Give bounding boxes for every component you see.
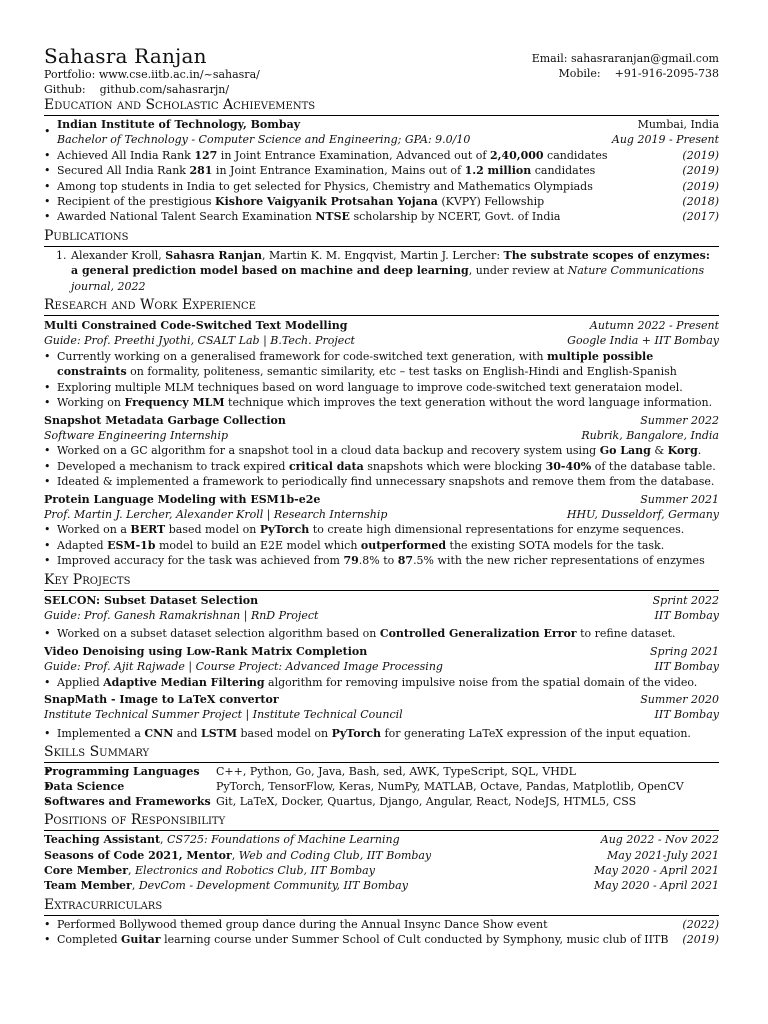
education-entry bbox=[44, 117, 719, 148]
portfolio-link[interactable]: www.cse.iitb.ac.in/~sahasra/ bbox=[98, 68, 260, 81]
position-date: May 2021-July 2021 bbox=[607, 848, 719, 862]
section-heading-publications: Publications bbox=[44, 228, 719, 247]
skill-values: PyTorch, TensorFlow, Keras, NumPy, MATLAB, Octave, Pandas, Matplotlib, OpenCV bbox=[216, 780, 684, 794]
publication-item bbox=[44, 248, 719, 294]
project-title: SELCON: Subset Dataset Selection bbox=[44, 593, 259, 607]
project-subtitle: Guide: Prof. Ganesh Ramakrishnan | RnD Project bbox=[44, 608, 319, 622]
project-place: IIT Bombay bbox=[654, 708, 719, 722]
project-item bbox=[44, 692, 719, 741]
section-heading-research: Research and Work Experience bbox=[44, 297, 719, 316]
achievement-highlight: NTSE bbox=[315, 210, 350, 224]
list-item: • Worked on a BERT based model on PyTorch to create high dimensional representations for enzyme sequences. bbox=[44, 522, 719, 537]
publication-authors-rest: , Martin K. M. Engqvist, Martin J. Lercher: bbox=[262, 248, 504, 262]
table-row bbox=[44, 794, 684, 809]
skill-values: C++, Python, Go, Java, Bash, sed, AWK, TypeScript, SQL, VHDL bbox=[216, 765, 576, 779]
list-item bbox=[44, 878, 719, 893]
achievement-year: (2019) bbox=[682, 148, 719, 162]
research-place: Google India + IIT Bombay bbox=[567, 334, 719, 348]
section-heading-skills: Skills Summary bbox=[44, 744, 719, 763]
github-label: Github: bbox=[44, 82, 86, 96]
skill-category: • Softwares and Frameworks bbox=[44, 794, 216, 809]
publication-authors: Alexander Kroll, bbox=[71, 248, 166, 262]
research-subtitle: Guide: Prof. Preethi Jyothi, CSALT Lab | B.Tech. Project bbox=[44, 334, 355, 348]
position-text: Seasons of Code 2021, Mentor, Web and Coding Club, IIT Bombay bbox=[44, 848, 432, 862]
project-item bbox=[44, 593, 719, 642]
position-text: Team Member, DevCom - Development Community, IIT Bombay bbox=[44, 879, 408, 893]
extracurricular-text: • Performed Bollywood themed group dance during the Annual Insync Dance Show event bbox=[57, 917, 548, 931]
list-item: • Applied Adaptive Median Filtering algorithm for removing impulsive noise from the spatial domain of the video. bbox=[44, 675, 719, 690]
list-item bbox=[44, 863, 719, 878]
achievement-text: • Recipient of the prestigious Kishore Vaigyanik Protsahan Yojana (KVPY) Fellowship bbox=[57, 195, 545, 209]
research-subtitle: Prof. Martin J. Lercher, Alexander Kroll | Research Internship bbox=[44, 507, 388, 521]
research-title: Protein Language Modeling with ESM1b-e2e bbox=[44, 492, 321, 506]
project-item bbox=[44, 644, 719, 690]
achievement-text: • Achieved All India Rank 127 in Joint Entrance Examination, Advanced out of 2,40,000 candidates bbox=[57, 148, 608, 162]
skill-category: • Programming Languages bbox=[44, 764, 216, 779]
project-subtitle: Institute Technical Summer Project | Institute Technical Council bbox=[44, 708, 403, 722]
skills-table bbox=[44, 764, 684, 809]
project-title: SnapMath - Image to LaTeX convertor bbox=[44, 693, 279, 706]
list-item: • Worked on a subset dataset selection algorithm based on Controlled Generalization Error to refine dataset. bbox=[44, 626, 719, 641]
email-label: Email: bbox=[531, 52, 568, 65]
achievement-text: • Secured All India Rank 281 in Joint Entrance Examination, Mains out of 1.2 million candidates bbox=[57, 164, 596, 178]
project-date: Sprint 2022 bbox=[652, 593, 719, 607]
research-item bbox=[44, 492, 719, 569]
achievement-year: (2017) bbox=[682, 210, 719, 224]
achievement-text: • Awarded National Talent Search Examination NTSE scholarship by NCERT, Govt. of India bbox=[57, 210, 561, 224]
list-item: • Exploring multiple MLM techniques based on word language to improve code-switched text generataion model. bbox=[44, 380, 719, 395]
section-heading-education: Education and Scholastic Achievements bbox=[44, 97, 719, 116]
skill-category: • Data Science bbox=[44, 779, 216, 794]
position-org: DevCom - Development Community, IIT Bombay bbox=[138, 879, 408, 893]
list-item: • Working on Frequency MLM technique which improves the text generation without the word language information. bbox=[44, 395, 719, 410]
github-link[interactable]: github.com/sahasrarjn/ bbox=[99, 82, 230, 96]
publication-title: The substrate scopes of enzymes: a general prediction model based on machine and deep learning bbox=[71, 248, 710, 278]
list-item bbox=[44, 932, 719, 947]
research-place: HHU, Dusseldorf, Germany bbox=[566, 507, 719, 521]
position-role: Seasons of Code 2021, Mentor bbox=[44, 848, 232, 862]
resume-page bbox=[44, 44, 719, 948]
publication-venue: Nature Communications journal, 2022 bbox=[71, 264, 705, 293]
research-date: Summer 2022 bbox=[640, 413, 719, 427]
list-item: • Adapted ESM-1b model to build an E2E model which outperformed the existing SOTA models for the task. bbox=[44, 538, 719, 553]
position-role: Team Member bbox=[44, 879, 132, 893]
publication-author-self: Sahasra Ranjan bbox=[165, 248, 263, 262]
position-role: Teaching Assistant bbox=[44, 833, 161, 847]
list-item bbox=[44, 194, 719, 209]
project-place: IIT Bombay bbox=[654, 660, 719, 674]
list-item: • Ideated & implemented a framework to periodically find unnecessary snapshots and remove them from the database. bbox=[44, 474, 719, 489]
project-subtitle: Guide: Prof. Ajit Rajwade | Course Project: Advanced Image Processing bbox=[44, 660, 443, 674]
list-item: • Worked on a GC algorithm for a snapshot tool in a cloud data backup and recovery system using Go Lang & Korg. bbox=[44, 443, 719, 458]
achievement-highlight: 2,40,000 bbox=[489, 148, 544, 162]
position-role: Core Member bbox=[44, 864, 129, 878]
extracurricular-highlight: Guitar bbox=[121, 933, 161, 947]
position-text: Teaching Assistant, CS725: Foundations of Machine Learning bbox=[44, 833, 400, 847]
list-item: • Improved accuracy for the task was achieved from 79.8% to 87.5% with the new richer representations of enzymes bbox=[44, 553, 719, 568]
research-subtitle: Software Engineering Internship bbox=[44, 428, 229, 442]
degree-dates: Aug 2019 - Present bbox=[611, 133, 719, 147]
research-title: Snapshot Metadata Garbage Collection bbox=[44, 413, 286, 427]
research-title: Multi Constrained Code-Switched Text Modelling bbox=[44, 319, 348, 333]
table-row bbox=[44, 779, 684, 794]
publication-venue-prefix: , under review at bbox=[468, 264, 568, 278]
project-date: Summer 2020 bbox=[640, 693, 719, 706]
achievement-highlight: 1.2 million bbox=[464, 164, 532, 178]
list-item: • Developed a mechanism to track expired critical data snapshots which were blocking 30-40% of the database table. bbox=[44, 459, 719, 474]
publication-number: 1. bbox=[56, 248, 67, 262]
achievement-text: • Among top students in India to get selected for Physics, Chemistry and Mathematics Olympiads bbox=[57, 179, 593, 193]
position-date: Aug 2022 - Nov 2022 bbox=[600, 833, 719, 847]
achievement-year: (2018) bbox=[682, 195, 719, 209]
position-org: Electronics and Robotics Club, IIT Bombay bbox=[135, 864, 375, 878]
position-org: CS725: Foundations of Machine Learning bbox=[167, 833, 400, 847]
research-date: Summer 2021 bbox=[640, 492, 719, 506]
skill-values: Git, LaTeX, Docker, Quartus, Django, Angular, React, NodeJS, HTML5, CSS bbox=[216, 795, 637, 809]
mobile-label: Mobile: bbox=[558, 66, 601, 80]
section-heading-extracurriculars: Extracurriculars bbox=[44, 897, 719, 916]
list-item: • Currently working on a generalised framework for code-switched text generation, with multiple possible constraints on formality, politeness, semantic similarity, etc – test tasks on English-Hindi and English-Spanish bbox=[44, 349, 719, 380]
extracurricular-year: (2019) bbox=[682, 933, 719, 947]
project-date: Spring 2021 bbox=[650, 644, 719, 658]
position-date: May 2020 - April 2021 bbox=[593, 864, 719, 878]
list-item bbox=[44, 163, 719, 178]
achievement-year: (2019) bbox=[682, 179, 719, 193]
mobile-number: +91-916-2095-738 bbox=[614, 66, 719, 80]
list-item bbox=[44, 848, 719, 863]
portfolio-label: Portfolio: bbox=[44, 68, 96, 81]
achievement-highlight: 281 bbox=[189, 164, 213, 178]
research-item bbox=[44, 413, 719, 490]
positions-list bbox=[44, 832, 719, 894]
position-org: Web and Coding Club, IIT Bombay bbox=[238, 848, 432, 862]
section-heading-positions: Positions of Responsibility bbox=[44, 812, 719, 831]
list-item: • Implemented a CNN and LSTM based model on PyTorch for generating LaTeX expression of the input equation. bbox=[44, 726, 719, 741]
project-place: IIT Bombay bbox=[654, 608, 719, 622]
research-date: Autumn 2022 - Present bbox=[589, 319, 719, 333]
research-item bbox=[44, 318, 719, 410]
extracurricular-text: • Completed Guitar learning course under Summer School of Cult conducted by Symphony, music club of IITB bbox=[57, 933, 669, 947]
achievement-highlight: 127 bbox=[194, 148, 218, 162]
position-text: Core Member, Electronics and Robotics Club, IIT Bombay bbox=[44, 864, 375, 878]
position-date: May 2020 - April 2021 bbox=[593, 879, 719, 893]
table-row bbox=[44, 764, 684, 779]
research-place: Rubrik, Bangalore, India bbox=[581, 428, 719, 442]
resume-header bbox=[44, 44, 719, 94]
section-heading-projects: Key Projects bbox=[44, 572, 719, 591]
achievement-year: (2019) bbox=[682, 164, 719, 178]
list-item bbox=[44, 917, 719, 932]
project-title: Video Denoising using Low-Rank Matrix Completion bbox=[44, 644, 368, 658]
candidate-name: Sahasra Ranjan bbox=[44, 44, 207, 68]
degree: Bachelor of Technology - Computer Science and Engineering; GPA: 9.0/10 bbox=[57, 133, 471, 147]
institute-name: • Indian Institute of Technology, Bombay bbox=[57, 118, 301, 131]
email-link[interactable]: sahasraranjan@gmail.com bbox=[570, 52, 719, 65]
extracurricular-list bbox=[44, 917, 719, 948]
achievement-list bbox=[44, 148, 719, 225]
extracurricular-year: (2022) bbox=[682, 917, 719, 931]
list-item bbox=[44, 209, 719, 224]
list-item bbox=[44, 179, 719, 194]
list-item bbox=[44, 832, 719, 847]
institute-location: Mumbai, India bbox=[637, 118, 719, 131]
list-item bbox=[44, 148, 719, 163]
achievement-highlight: Kishore Vaigyanik Protsahan Yojana bbox=[215, 195, 438, 209]
